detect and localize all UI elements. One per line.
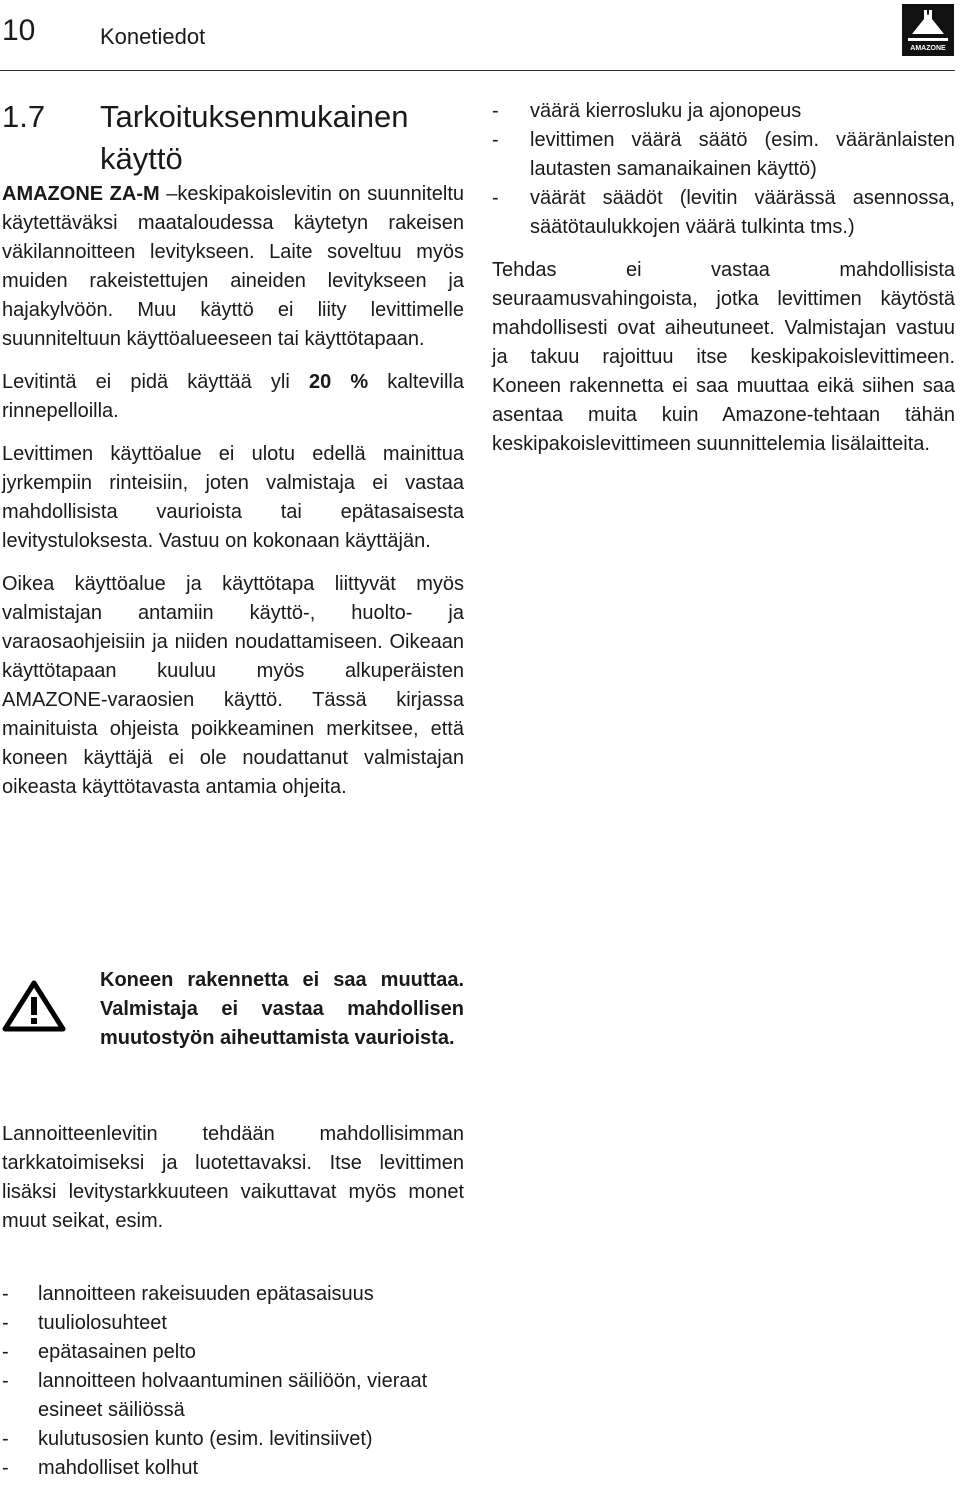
left-column: [2, 180, 464, 802]
paragraph-text: kaltevilla rinnepelloilla.: [2, 371, 464, 422]
paragraph-text: Levitintä ei pidä käyttää yli: [2, 371, 309, 393]
paragraph-text: –keskipakoislevitin on suunniteltu käytettäväksi maataloudessa käytetyn rakeisen väkilannoitteen levitykseen. Laite soveltuu myös muiden rakeistettujen aineiden levitykseen ja hajakylvöön. Muu käyttö ei liity levittimelle suunniteltuun käyttöalueeseen tai käyttötapaan.: [2, 183, 464, 350]
list-item: - väärä kierrosluku ja ajonopeus: [492, 100, 802, 122]
svg-text:AMAZONE: AMAZONE: [910, 45, 946, 52]
section-title-line2: käyttö: [100, 141, 183, 176]
factors-list: [2, 1280, 464, 1483]
paragraph-instructions: Oikea käyttöalue ja käyttötapa liittyvät myös valmistajan antamiin käyttö-, huolto- ja varaosaohjeisiin ja niiden noudattamiseen. Oikeaan käyttötapaan kuuluu myös alkuperäisten AMAZONE-varaosien käyttö. Tässä kirjassa mainituista ohjeista poikkeaminen merkitsee, että koneen käyttäjä ei ole noudattanut valmistajan oikeasta käyttötavasta antamia ohjeita.: [2, 573, 464, 798]
amazone-logo: [902, 4, 954, 56]
warning-triangle-icon: [2, 980, 66, 1032]
section-heading: [2, 96, 408, 180]
list-item: - levittimen väärä säätö (esim. vääränlaisten lautasten samanaikainen käyttö): [492, 129, 955, 180]
header-divider: [0, 70, 955, 71]
list-item: - lannoitteen holvaantuminen säiliöön, vieraat esineet säiliössä: [2, 1370, 428, 1421]
paragraph-slope: [2, 368, 464, 426]
warning-text: Koneen rakennetta ei saa muuttaa. Valmistaja ei vastaa mahdollisen muutostyön aiheuttamista vaurioista.: [100, 969, 464, 1049]
list-item: - epätasainen pelto: [2, 1341, 196, 1363]
list-item: - väärät säädöt (levitin väärässä asennossa, säätötaulukkojen väärä tulkinta tms.): [492, 187, 955, 238]
section-title-line1: Tarkoituksenmukainen: [100, 99, 409, 134]
right-column: [492, 97, 955, 459]
list-item: - tuuliolosuhteet: [2, 1312, 167, 1334]
list-item: - lannoitteen rakeisuuden epätasaisuus: [2, 1283, 374, 1305]
slope-limit: 20 %: [308, 371, 369, 393]
section-number: 1.7: [2, 99, 46, 134]
product-name: AMAZONE ZA-M: [2, 183, 160, 205]
list-item: - mahdolliset kolhut: [2, 1457, 199, 1479]
paragraph-intended-use: [2, 180, 464, 354]
accuracy-intro: Lannoitteenlevitin tehdään mahdollisimman tarkkatoimiseksi ja luotettavaksi. Itse levittimen lisäksi levitystarkkuuteen vaikuttavat myös monet muut seikat, esim.: [2, 1123, 464, 1232]
page-number: 10: [2, 14, 36, 47]
list-item: - kulutusosien kunto (esim. levitinsiivet): [2, 1428, 373, 1450]
chapter-title: Konetiedot: [100, 24, 206, 49]
paragraph-liability: Levittimen käyttöalue ei ulotu edellä mainittua jyrkempiin rinteisiin, joten valmistaja ei vastaa mahdollisista vaurioista tai epätasaisesta levitystuloksesta. Vastuu on kokonaan käyttäjän.: [2, 443, 464, 552]
factors-list-continued: [492, 97, 955, 242]
paragraph-manufacturer-liability: Tehdas ei vastaa mahdollisista seuraamusvahingoista, jotka levittimen käytöstä mahdollisesti ovat aiheutuneet. Valmistajan vastuu ja takuu rajoittuu itse keskipakoislevittimeen. Koneen rakennetta ei saa muuttaa eikä siihen saa asentaa muita kuin Amazone-tehtaan tähän keskipakoislevittimeen suunnittelemia lisälaitteita.: [492, 259, 955, 455]
